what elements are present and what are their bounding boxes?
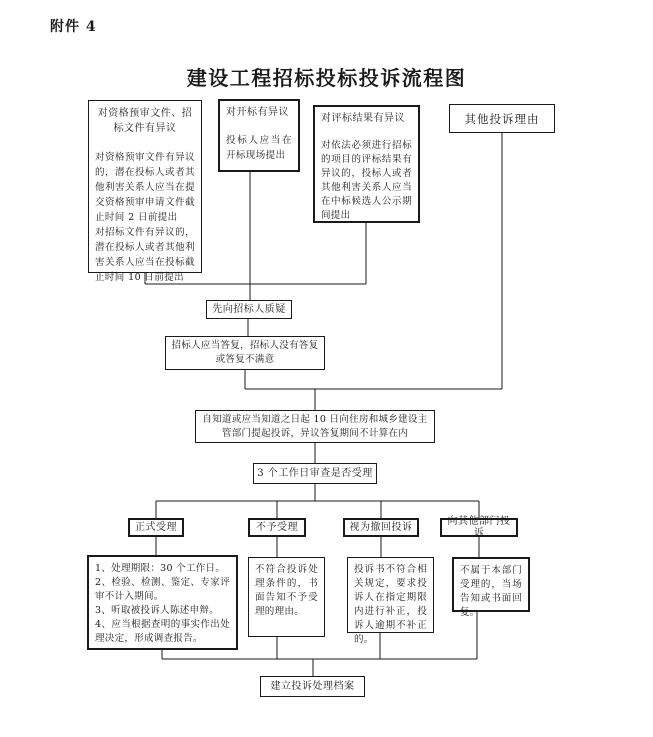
node-acceptance-review: 3 个工作日审查是否受理 (253, 463, 377, 484)
node-body: 投标人应当在开标现场提出 (226, 135, 292, 161)
node-deemed-withdrawn: 视为撤回投诉 (343, 518, 419, 537)
node-title: 对资格预审文件、招标文件有异议 (97, 108, 193, 134)
node-prequalification-objection (88, 100, 202, 283)
node-title: 对评标结果有异议 (321, 113, 405, 124)
node-complain-to-other-department: 向其他部门投诉 (440, 518, 518, 537)
node-file-complaint: 自知道或应当知道之日起 10 日向住房和城乡建设主管部门提起投诉，异议答复期间不计算在内 (195, 410, 435, 443)
spacer (95, 136, 195, 150)
node-archive: 建立投诉处理档案 (260, 676, 365, 697)
spacer (226, 120, 292, 133)
detail-item: 3、听取被投诉人陈述申辩。 (95, 605, 219, 616)
node-other-department-detail: 不属于本部门受理的，当场告知或书面回复。 (452, 557, 530, 612)
node-body: 对依法必须进行招标的项目的评标结果有异议的，投标人或者其他利害关系人应当在中标候选人公示期间提出 (321, 140, 412, 221)
node-body: 对招标文件有异议的，潜在投标人或者其他利害关系人应当在投标截止时间 10 日前提出 (95, 227, 195, 283)
detail-item: 4、应当根据查明的事实作出处理决定，形成调查报告。 (95, 619, 230, 644)
node-body: 对资格预审文件有异议的，潜在投标人或者其他利害关系人应当在提交资格预审申请文件截止时间 2 日前提出 (95, 152, 195, 223)
node-title: 对开标有异议 (226, 107, 289, 118)
page-title: 建设工程招标投标投诉流程图 (186, 66, 467, 90)
node-other-complaint-reason: 其他投诉理由 (449, 104, 555, 133)
attachment-label: 附件 4 (50, 19, 97, 35)
spacer (321, 126, 412, 139)
node-evaluation-objection (313, 105, 420, 223)
node-issuer-reply: 招标人应当答复，招标人没有答复或答复不满意 (165, 336, 325, 370)
node-query-issuer-first: 先向招标人质疑 (206, 300, 292, 319)
node-not-accepted: 不予受理 (248, 518, 306, 537)
detail-item: 2、检验、检测、鉴定、专家评审不计入期间。 (95, 577, 230, 602)
node-bid-opening-objection (218, 99, 300, 172)
detail-item: 1、处理期限：30 个工作日。 (95, 563, 226, 574)
node-formal-acceptance-detail (87, 555, 238, 650)
node-not-accepted-detail: 不符合投诉处理条件的，书面告知不予受理的理由。 (248, 557, 325, 637)
node-deemed-withdrawn-detail: 投诉书不符合相关规定，要求投诉人在指定期限内进行补正，投诉人逾期不补正的。 (347, 557, 434, 633)
node-formal-acceptance: 正式受理 (128, 518, 184, 537)
